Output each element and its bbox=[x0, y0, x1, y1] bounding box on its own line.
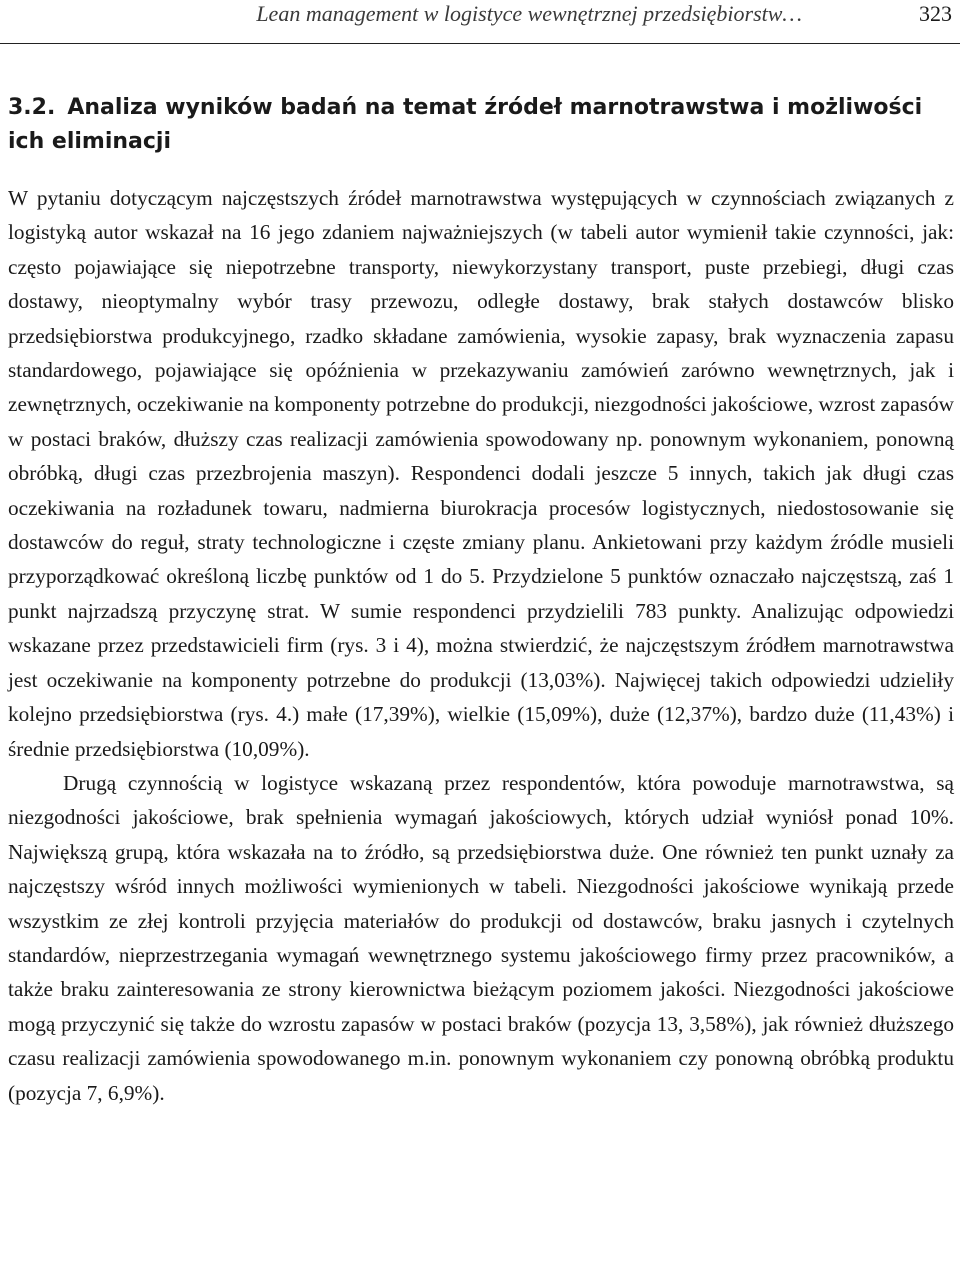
section-title: Analiza wyników badań na temat źródeł marnotrawstwa i możliwości ich eliminacji bbox=[8, 95, 923, 154]
running-title: Lean management w logistyce wewnętrznej przedsiębiorstw… bbox=[256, 1, 802, 26]
section-heading bbox=[8, 91, 938, 159]
paragraph-2: Drugą czynnością w logistyce wskazaną przez respondentów, która powoduje marnotrawstwa, są niezgodności jakościowe, brak spełnienia wymagań jakościowych, których udział wyniósł ponad 10%. Największą grupą, która wskazała na to źródło, są przedsiębiorstwa duże. One również ten punkt uznały za najczęstszy wśród innych możliwości wymienionych w tabeli. Niezgodności jakościowe wynikają przede wszystkim ze złej kontroli przyjęcia materiałów do produkcji od dostawców, braku jasnych i czytelnych standardów, nieprzestrzegania wymagań wewnętrznego systemu jakościowego firmy przez pracowników, a także braku zainteresowania ze strony kierownictwa bieżącym poziomem jakości. Niezgodności jakościowe mogą przyczynić się także do wzrostu zapasów w postaci braków (pozycja 13, 3,58%), jak również dłuższego czasu realizacji zamówienia spowodowanego m.in. ponownym wykonaniem czy ponowną obróbką produktu (pozycja 7, 6,9%). bbox=[8, 770, 954, 1105]
page-number: 323 bbox=[919, 1, 952, 26]
running-header bbox=[0, 0, 960, 44]
body-text bbox=[8, 181, 954, 1110]
paragraph-1: W pytaniu dotyczącym najczęstszych źródeł marnotrawstwa występujących w czynnościach związanych z logistyką autor wskazał na 16 jego zdaniem najważniejszych (w tabeli autor wymienił takie czynności, jak: często pojawiające się niepotrzebne transporty, niewykorzystany transport, puste przebiegi, długi czas dostawy, nieoptymalny wybór trasy przewozu, odległe dostawy, brak stałych dostawców blisko przedsiębiorstwa produkcyjnego, rzadko składane zamówienia, wysokie zapasy, brak wyznaczenia zapasu standardowego, pojawiające się opóźnienia w przekazywaniu zamówień zarówno wewnętrznych, jak i zewnętrznych, oczekiwanie na komponenty potrzebne do produkcji, niezgodności jakościowe, wzrost zapasów w postaci braków, dłuższy czas realizacji zamówienia spowodowany np. ponownym wykonaniem, ponowną obróbką, długi czas przezbrojenia maszyn). Respondenci dodali jeszcze 5 innych, takich jak długi czas oczekiwania na rozładunek towaru, nadmierna biurokracja procesów logistycznych, niedostosowanie się dostawców do reguł, straty technologiczne i częste zmiany planu. Ankietowani przy każdym źródle musieli przyporządkować określoną liczbę punktów od 1 do 5. Przydzielone 5 punktów oznaczało najczęstszą, zaś 1 punkt najrzadszą przyczynę strat. W sumie respondenci przydzielili 783 punkty. Analizując odpowiedzi wskazane przez przedstawicieli firm (rys. 3 i 4), można stwierdzić, że najczęstszym źródłem marnotrawstwa jest oczekiwanie na komponenty potrzebne do produkcji (13,03%). Najwięcej takich odpowiedzi udzieliły kolejno przedsiębiorstwa (rys. 4.) małe (17,39%), wielkie (15,09%), duże (12,37%), bardzo duże (11,43%) i średnie przedsiębiorstwa (10,09%). bbox=[8, 186, 954, 761]
section-number: 3.2. bbox=[8, 95, 56, 120]
